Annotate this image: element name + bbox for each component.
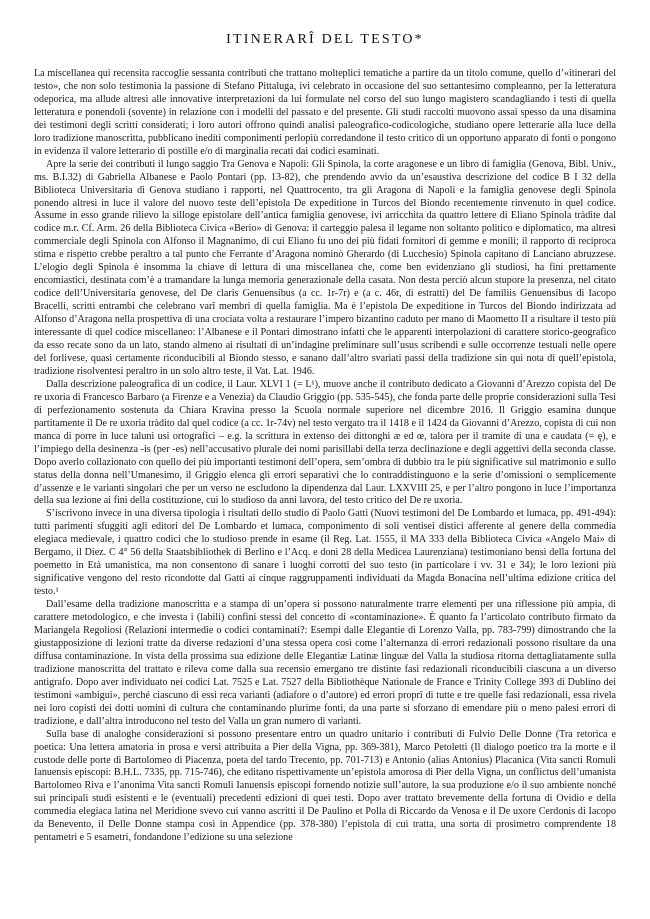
- paragraph-delle-donne: Sulla base di analoghe considerazioni si possono presentare entro un quadro unitario i contributi di Fulvio Delle Donne (Tra retorica e poetica: Una lettera amatoria in prosa e versi attribuita a Pier della Vigna, pp. 369-381), Marco Petoletti (Il dialogo poetico tra la morte e il custode delle porte di Bartolomeo di Piacenza, poeta del tardo Trecento, pp. 701-713) e Antonio (alias Antonius) Placanica (Vita sancti Romuli Ianuensis episcopi: B.H.L. 7335, pp. 715-746), che editano rispettivamente un’epistola amorosa di Pier della Vigna, un conflictus dell’umanista Bartolomeo Riva e l’anonima Vita sancti Romuli Ianuensis episcopi fornendo notizie sull’autore, la sua produzione e/o il suo ambiente nonché sui principali studi esistenti e le (eventuali) precedenti edizioni di quei testi. Dopo aver trattato brevemente della fortuna di Ovidio e della commedia elegiaca latina nel Meridione svevo cui vanno ascritti il De Paulino et Polla di Riccardo da Venosa e il De uxore Cerdonis di Iacopo da Benevento, il Delle Donne stampa così in Appendice (pp. 378-380) l’epistola di cui tratta, una sorta di prosimetro comprendente 18 pentametri e 5 esametri, fondandone l’edizione su una selezione: [34, 728, 616, 844]
- paragraph-spinola: Apre la serie dei contributi il lungo saggio Tra Genova e Napoli: Gli Spinola, la corte aragonese e un libro di famiglia (Genova, Bibl. Univ., ms. B.I.32) di Gabriella Albanese e Paolo Pontari (pp. 13-82), che prendendo avvio da un’esaustiva descrizione del codice B I 32 della Biblioteca Universitaria di Genova studiano i rapporti, nel Quattrocento, tra gli Aragona di Napoli e la famiglia genovese degli Spinola ponendo altresì in luce il valore del nuovo teste dell’epistola De expeditione in Turcos del Biondo recentemente rinvenuto in quel codice. Assume in esso grande rilievo la silloge epistolare dell’antica famiglia genovese, ivi arricchita da quattro lettere di Eliano Spinola tràdite dal codice m.r. Cf. Arm. 26 della Biblioteca Civica «Berio» di Genova: il carteggio palesa il legame non soltanto politico e diplomatico, ma altresì commerciale degli Spinola con Alfonso il Magnanimo, di cui Eliano fu uno dei più fidati fornitori di gemme e monili; il rapporto di reciproca stima e rispetto crebbe peraltro a tal punto che Ferrante d’Aragona nominò Gherardo (di Lucchesio) Spinola capitano di Lanciano abruzzese. L’elogio degli Spinola è insomma la chiave di lettura di una miscellanea che, come ben evidenziano gli studiosi, ha fini prettamente encomiastici, destinata com’è a tramandare la lunga memoria generazionale della casata. Non desta perciò alcun stupore la presenza, nel citato codice dell’Universitaria genovese, del De claris Genuensibus (a cc. 1r-7r) e (a c. 46r, di estratti) del De familiis Genuensibus di Iacopo Bracelli, scritti entrambi che celebrano varî membri di quella famiglia. Ma è l’epistola De expeditione in Turcos del Biondo indirizzata ad Alfonso d’Aragona nella prospettiva di una crociata volta a restaurare l’impero bizantino caduto per mano di Maometto II a risultare il testo più interessante di quel codice miscellaneo: l’Albanese e il Pontari dimostrano infatti che le apparenti interpolazioni di carattere storico-geografico da esso recate sono da un lato, stando almeno ai risultati di un’indagine preliminare sull’usus scribendi e sulle occorrenze testuali nelle opere del forlivese, quasi certamente riconducibili al Biondo stesso, e sanano dall’altro svariati passi della tradizione sin qui nota di quell’epistola, tradizione risolventesi peraltro in un solo altro teste, il Vat. Lat. 1946.: [34, 158, 616, 377]
- paragraph-gatti: S’iscrivono invece in una diversa tipologia i risultati dello studio di Paolo Gatti (Nuovi testimoni del De Lombardo et lumaca, pp. 491-494): tutti parimenti sfuggiti agli editori del De Lombardo et lumaca, componimento di soli ventisei distici afferente al genere della commedia elegiaca medievale, i quattro codici che lo studioso prende in esame (il Reg. Lat. 1555, il MA 333 della Biblioteca Civica «Angelo Mai» di Bergamo, il Diez. C 4° 56 della Staatsbibliothek di Berlino e l’Acq. e doni 28 della Medicea Laurenziana) testimoniano bensì della fortuna del poemetto in Età umanistica, ma non consentono di sanare i luoghi corrotti del suo testo (in particolare i vv. 31 e 34); le loro lezioni più significative vengono del resto ricondotte dal Gatti ai cinque raggruppamenti individuati da Magda Bonacina nell’ultima edizione critica del testo.¹: [34, 508, 616, 598]
- page-title: ITINERARÎ DEL TESTO*: [226, 32, 424, 47]
- paragraph-griggio: Dalla descrizione paleografica di un codice, il Laur. XLVI 1 (= L¹), muove anche il contributo dedicato a Giovanni d’Arezzo copista del De re uxoria di Francesco Barbaro (a Firenze e a Venezia) da Claudio Griggio (pp. 535-545), che fonda parte delle proprie considerazioni sulla Tesi di perfezionamento sostenuta da Chiara Kravina presso la Scuola normale superiore nel dicembre 2016. Il Griggio esamina dunque partitamente il De re uxoria tràdito dal quel codice (a cc. 1r-74v) nel testo vergato tra il 1418 e il 1424 da Giovanni d’Arezzo, copista di cui non manca di porre in luce taluni usi ortografici – e.g. la scrittura in extenso dei dittonghi æ ed œ, talora per il tramite di una e caudata (= ę), e l’impiego della desinenza -is (per -es) nell’accusativo plurale dei nomi parisillabi della terza declinazione e degli aggettivi della seconda classe. Dopo averlo collazionato con quello dei più importanti testimoni dell’opera, sem’ombra di dubbio tra le più significative sul matrimonio e sullo status della donna nell’Umanesimo, il Griggio elenca gli errori separativi che lo contraddistinguono e la serie d’omissioni o semplicemente d’assenze e le varianti singolari che per un verso ne escludono la dipendenza dal Laur. LXXVIII 25, e per l’altro pongono in luce l’importanza della sua lezione ai fini della costituzione, cui lo studioso da anni lavora, del testo critico del De re uxoria.: [34, 378, 616, 507]
- paragraph-intro: La miscellanea qui recensita raccoglie sessanta contributi che trattano molteplici tematiche a partire da un titolo comune, quello d’«itinerari del testo», che non solo testimonia la passione di Stefano Pittaluga, ivi celebrato in occasione del suo settantesimo compleanno, per la letteratura odeporica, ma allude altresì alle innovative interpretazioni da lui formulate nel corso del suo lungo magistero scandagliando i testi di quella letteratura e ponendoli (sovente) in relazione con i modelli del passato e del presente. Gli studi raccolti muovono assai spesso da una disamina dei testimoni degli scritti considerati; i loro autori offrono quindi analisi paleografico-codicologiche, studiano opere letterarie alla luce della loro tradizione manoscritta, pubblicano inediti componimenti perlopiù corredandone il testo critico di un opportuno apparato di fonti o pongono in evidenza il valore letterario di postille e/o di marginalia recati dai codici esaminati.: [34, 68, 616, 157]
- paragraph-regoliosi: Dall’esame della tradizione manoscritta e a stampa di un’opera si possono naturalmente trarre elementi per una riflessione più ampia, di carattere metodologico, e che investa i (labili) confini stessi del concetto di «contaminazione». È quanto fa l’articolato contributo firmato da Mariangela Regoliosi (Relazioni intermedie o codici contaminati?: Esempi dalle Elegantie di Lorenzo Valla, pp. 783-799) dimostrando che la giustapposizione di lezioni tratte da diverse redazioni d’una stessa opera così come l’alternanza di errori redazionali possono risultare da una diffusa contaminazione. In vista della prossima sua edizione delle Elegantiæ Latinæ linguæ del Valla la studiosa ritorna dettagliatamente sulla tradizione manoscritta del trattato e rileva come dalla sua recensio emergano tre distinte fasi redazionali riconducibili ciascuna a un diverso antigrafo. Dopo aver individuato nei codici Lat. 7525 e Lat. 7527 della Bibliothèque Nationale de France e Trinity College 393 di Dublino dei testimoni «ambigui», perché ciascuno di essi reca varianti (adiafore o d’autore) ed errori proprî di tutte e tre quelle fasi redazionali, essa rivela nei loro copisti dei dotti uomini di cultura che contaminando plurime fonti, da una parte si sforzano di emendare più o meno palesi errori di tradizione, e dall’altra introducono nel testo del Valla un gran numero di varianti.: [34, 599, 616, 727]
- body-text: [34, 68, 616, 845]
